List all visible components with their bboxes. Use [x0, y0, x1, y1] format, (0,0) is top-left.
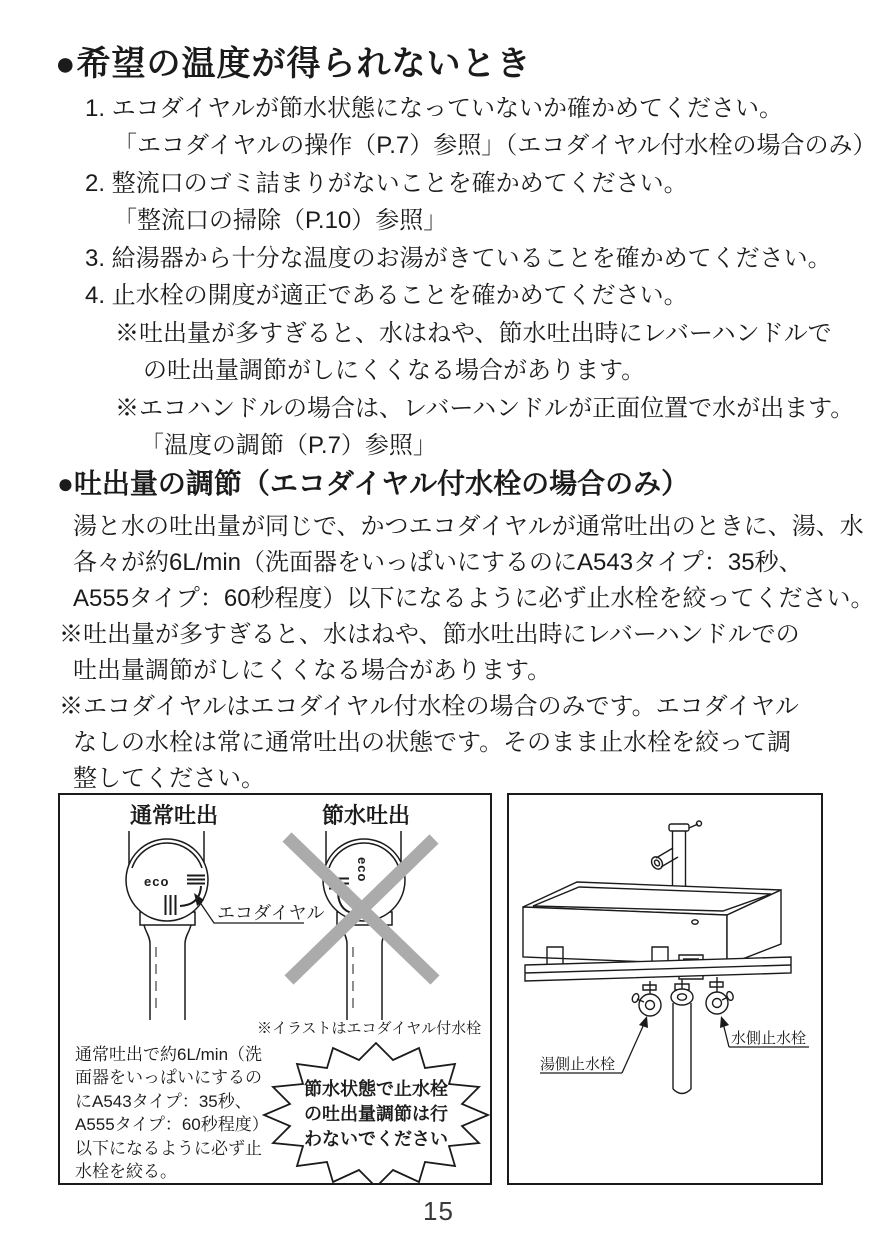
section1-heading: ●希望の温度が得られないとき [55, 45, 532, 83]
illustration-note: ※イラストはエコダイヤル付水栓 [257, 1020, 482, 1037]
paragraph-note: ※吐出量が多すぎると、水はねや、節水吐出時にレバーハンドルでの [59, 621, 800, 648]
warning-burst-text [286, 1077, 466, 1152]
dial-saving-title: 節水吐出 [322, 803, 411, 828]
list-item-ref: 「温度の調節（P.7）参照」 [140, 432, 437, 459]
paragraph-note: ※エコダイヤルはエコダイヤル付水栓の場合のみです。エコダイヤル [59, 693, 799, 720]
list-item: 3. 給湯器から十分な温度のお湯がきていることを確かめてください。 [85, 245, 832, 272]
list-item: 1. エコダイヤルが節水状態になっていないか確かめてください。 [85, 95, 783, 122]
figure-eco-dial [58, 793, 492, 1185]
caption-line: 以下になるように必ず止 [75, 1138, 262, 1158]
list-note: ※吐出量が多すぎると、水はねや、節水吐出時にレバーハンドルで [115, 320, 832, 347]
paragraph-note-cont: なしの水栓は常に通常吐出の状態です。そのまま止水栓を絞って調 [73, 729, 792, 756]
cold-valve-label: 水側止水栓 [731, 1030, 807, 1047]
caption-line: A555タイプ：60秒程度） [75, 1115, 269, 1135]
paragraph-line: 各々が約6L/min（洗面器をいっぱいにするのにA543タイプ：35秒、 [73, 549, 803, 576]
caption-line: 水栓を絞る。 [75, 1162, 177, 1182]
page-number: 15 [423, 1196, 454, 1226]
eco-mark-text: eco [144, 874, 170, 889]
paragraph-note-cont: 整してください。 [73, 765, 265, 792]
figure-sink-valves [507, 793, 823, 1185]
caption-line: 通常吐出で約6L/min（洗 [75, 1045, 263, 1064]
section2-heading: ●吐出量の調節（エコダイヤル付水栓の場合のみ） [57, 468, 690, 499]
eco-dial-pointer-label: エコダイヤル [217, 903, 325, 923]
list-item-ref: 「整流口の掃除（P.10）参照」 [113, 207, 448, 234]
caption-line: にA543タイプ：35秒、 [75, 1091, 252, 1111]
flow-caption [75, 1043, 269, 1183]
hot-valve-label: 湯側止水栓 [540, 1056, 616, 1073]
dial-normal-title: 通常吐出 [130, 803, 219, 828]
paragraph-note-cont: 吐出量調節がしにくくなる場合があります。 [73, 657, 552, 684]
burst-line: わないでください [304, 1129, 448, 1149]
list-item: 2. 整流口のゴミ詰まりがないことを確かめてください。 [85, 170, 688, 197]
caption-line: 面器をいっぱいにするの [75, 1068, 262, 1088]
paragraph-line: 湯と水の吐出量が同じで、かつエコダイヤルが通常吐出のときに、湯、水 [73, 513, 864, 540]
burst-line: 節水状態で止水栓 [304, 1079, 448, 1099]
eco-mark-text-rotated: eco [355, 857, 370, 883]
list-note-cont: の吐出量調節がしにくくなる場合があります。 [143, 357, 646, 384]
paragraph-line: A555タイプ：60秒程度）以下になるように必ず止水栓を絞ってください。 [73, 585, 875, 612]
burst-line: の吐出量調節は行 [304, 1104, 448, 1124]
sink-illustration [509, 795, 817, 1183]
list-item-ref: 「エコダイヤルの操作（P.7）参照」（エコダイヤル付水栓の場合のみ） [113, 132, 877, 159]
list-note: ※エコハンドルの場合は、レバーハンドルが正面位置で水が出ます。 [115, 395, 855, 422]
list-item: 4. 止水栓の開度が適正であることを確かめてください。 [85, 282, 688, 309]
